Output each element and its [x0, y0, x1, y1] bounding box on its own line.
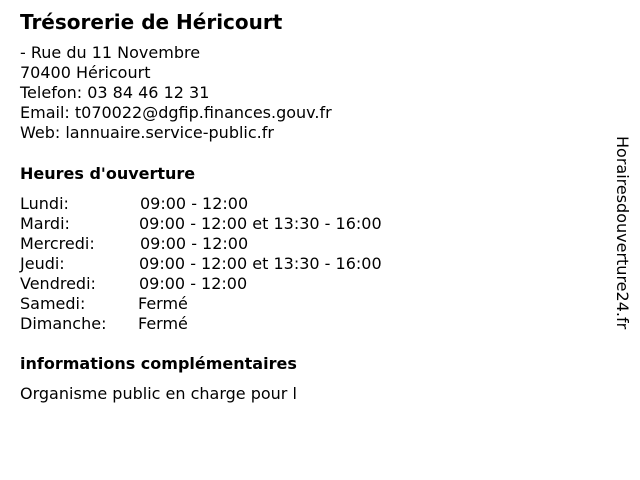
day-hours: 09:00 - 12:00: [139, 274, 248, 293]
day-label: Mercredi:: [20, 234, 95, 253]
day-label: Samedi:: [20, 294, 86, 313]
day-label: Dimanche:: [20, 314, 107, 333]
page-title: Trésorerie de Héricourt: [20, 10, 283, 34]
website: Web: lannuaire.service-public.fr: [20, 123, 274, 142]
day-label: Vendredi:: [20, 274, 96, 293]
phone-number: Telefon: 03 84 46 12 31: [20, 83, 210, 102]
day-hours: Fermé: [138, 294, 188, 313]
site-watermark: Horairesdouverture24.fr: [613, 136, 632, 330]
day-label: Lundi:: [20, 194, 69, 213]
opening-hours-heading: Heures d'ouverture: [20, 164, 196, 183]
address-street: - Rue du 11 Novembre: [20, 43, 201, 62]
day-label: Jeudi:: [20, 254, 65, 273]
email-address: Email: t070022@dgfip.finances.gouv.fr: [20, 103, 332, 122]
day-hours: 09:00 - 12:00 et 13:30 - 16:00: [139, 214, 382, 233]
day-label: Mardi:: [20, 214, 70, 233]
day-hours: 09:00 - 12:00: [140, 194, 249, 213]
day-hours: 09:00 - 12:00: [140, 234, 249, 253]
additional-info-heading: informations complémentaires: [20, 354, 297, 373]
day-hours: 09:00 - 12:00 et 13:30 - 16:00: [139, 254, 382, 273]
address-block: [20, 43, 332, 143]
address-city: 70400 Héricourt: [20, 63, 151, 82]
additional-info-text: Organisme public en charge pour l: [20, 384, 297, 403]
day-hours: Fermé: [138, 314, 188, 333]
